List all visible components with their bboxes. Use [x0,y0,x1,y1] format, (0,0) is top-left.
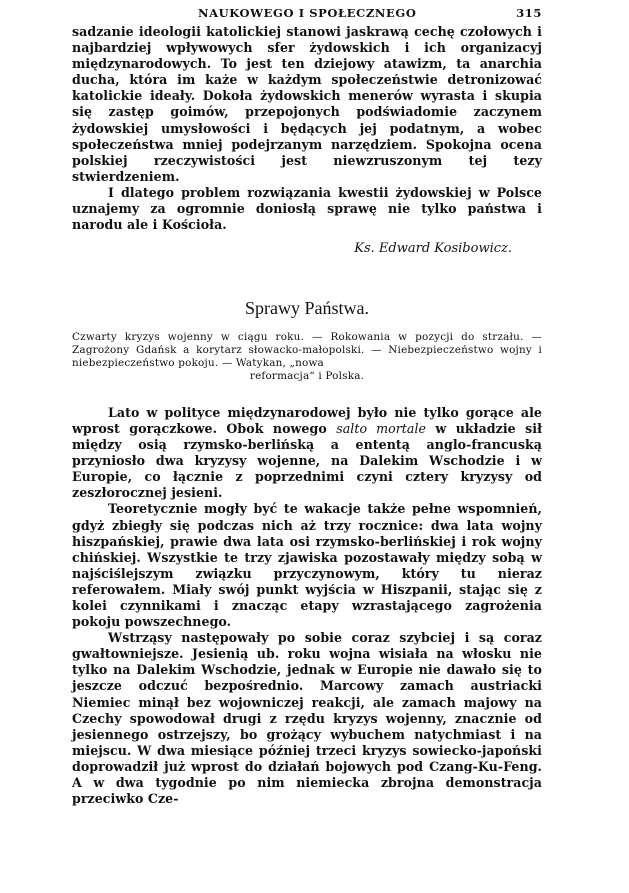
section-title: Sprawy Państwa. [245,298,369,319]
body-paragraph-3: Wstrząsy następowały po sobie coraz szybciej i są coraz gwałtowniejsze. Jesienią ub. roku wojna wisiała na włosku nie tylko na Dalekim Wschodzie, jednak w Europie nie dawało się to jeszcze odczuć bezpośrednio. Marcowy zamach austriacki Niemiec minął bez wojowniczej reakcji, ale zamach majowy na Czechy spowodował drugi z rzędu kryzys wojenny, znacznie od jesiennego ostrzejszy, bo grożący wybuchem natychmiast i na miejscu. W dwa miesiące później trzeci kryzys sowiecko-japoński doprowadził już wprost do działań bojowych pod Czang-Ku-Feng. A w dwa tygodnie po nim niemiecka zbrojna demonstracja przeciwko Cze- [72,630,542,807]
body-p1-end: w układzie sił między osią rzymsko-berlińską a ententą anglo-francuską przyniosło dwa kryzysy wojenne, na Dalekim Wschodzie i w Europie, co łącznie z poprzednimi czyni cztery kryzysy od zeszłorocznej jesieni. [72,420,542,501]
document-page [72,0,542,807]
summary-text: Czwarty kryzys wojenny w ciągu roku. — Rokowania w pozycji do strzału. — Zagrożony Gdańsk a korytarz słowacko-małopolski. — Niebezpieczeństwo wojny i niebezpieczeństwo pokoju. — Watykan, „nowa [72,331,542,370]
page-number: 315 [516,6,542,20]
author-signature: Ks. Edward Kosibowicz. [354,241,512,257]
body-paragraph-2: Teoretycznie mogły być te wakacje także pełne wspomnień, gdyż zbiegły się podczas nich aż trzy rocznice: dwa lata wojny hiszpańskiej, prawie dwa lata osi rzymsko-berlińskiej i rok wojny chińskiej. Wszystkie te trzy zjawiska pozostawały między sobą w najściślejszym związku przyczynowym, który tu nieraz referowałem. Miały swój punkt wyjścia w Hiszpanii, stając się z kolei czynnikami i znacząc etapy wzrastającego zagrożenia pokoju powszechnego. [72,501,542,630]
body-p1-start: Lato w polityce międzynarodowej było nie tylko gorące ale wprost gorączkowe. Obok nowego [72,404,542,436]
intro-paragraph-1: sadzanie ideologii katolickiej stanowi jaskrawą cechę czołowych i najbardziej wpływowych sfer żydowskich i ich organizacyj międzynarodowych. To jest ten dziejowy atawizm, ta anarchia ducha, która im każe w każdym społeczeństwie detronizować katolickie ideały. Dokoła żydowskich menerów wyrasta i skupia się zastęp goimów, przepojonych podświadomie zaczynem żydowskiej umysłowości i będących jej podatnym, a wobec społeczeństwa mniej podejrzanym narzędziem. Spokojna ocena polskiej rzeczywistości jest niewzruszonym tej tezy stwierdzeniem. [72,24,542,184]
body-p1-italic: salto mortale [336,420,427,436]
article-body [72,405,542,807]
running-title: NAUKOWEGO I SPOŁECZNEGO [198,6,417,20]
intro-paragraph-2: I dlatego problem rozwiązania kwestii żydowskiej w Polsce uznajemy za ogromnie doniosłą sprawę nie tylko państwa i narodu ale i Kościoła. [72,184,542,233]
body-paragraph-1 [72,405,542,502]
summary-text-end: reformacja“ i Polska. [249,369,365,382]
section-summary [72,331,542,383]
running-header [72,0,542,24]
